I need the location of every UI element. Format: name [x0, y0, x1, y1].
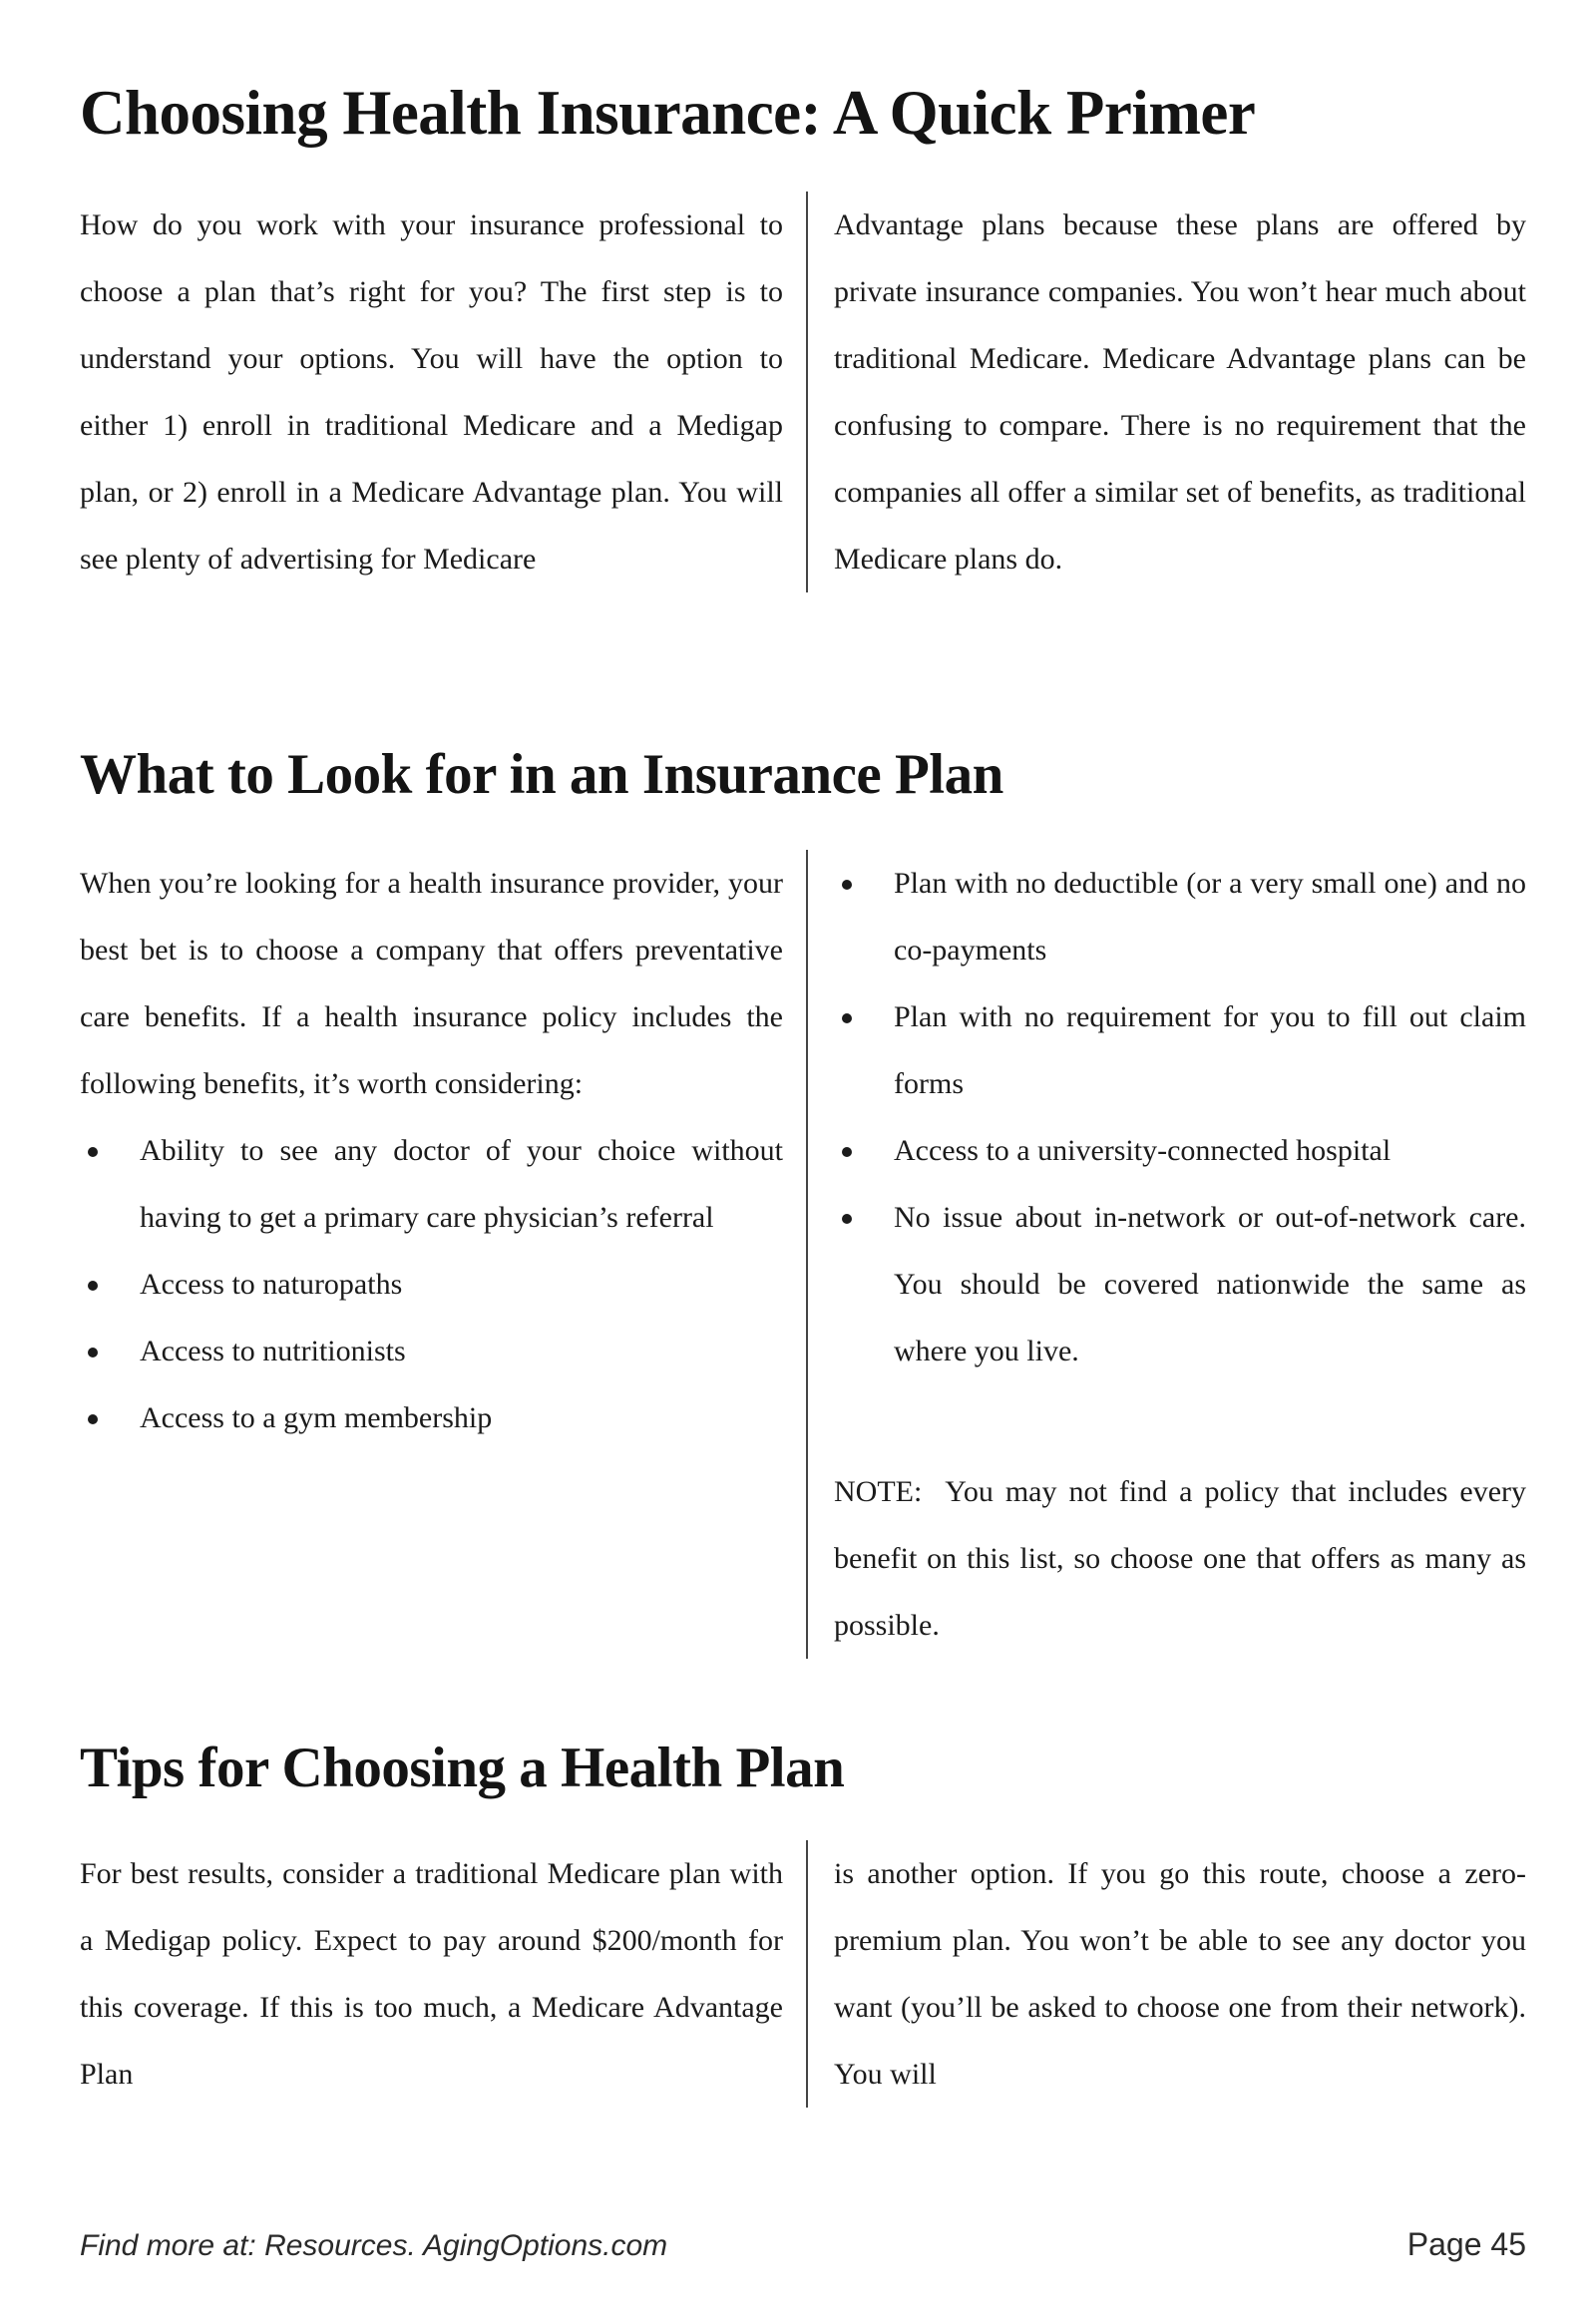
column-divider: [806, 1840, 808, 2108]
bullet-icon: [842, 1013, 852, 1023]
tips-left-column: [80, 1840, 783, 2108]
column-divider: [806, 192, 808, 592]
benefits-list-right: [834, 850, 1526, 1384]
page-title: Choosing Health Insurance: A Quick Primer: [80, 78, 1256, 148]
footer-resources-text: Find more at: Resources. AgingOptions.com: [80, 2229, 668, 2262]
primer-right-paragraph: Advantage plans because these plans are offered by private insurance companies. You won’t hear much about traditional Medicare. Medicare Advantage plans can be confusing to compare. There is no requirement that the companies all offer a similar set of benefits, as traditional Medicare plans do.: [834, 208, 1526, 576]
bullet-icon: [88, 1281, 98, 1291]
primer-left-paragraph: How do you work with your insurance professional to choose a plan that’s right for you? The first step is to understand your options. You will have the option to either 1) enroll in traditional Medicare and a Medigap plan, or 2) enroll in a Medicare Advantage plan. You will see plenty of advertising for Medicare: [80, 208, 783, 576]
bullet-text: No issue about in-network or out-of-network care. You should be covered nationwide the same as where you live.: [894, 1201, 1526, 1367]
bullet-text: Access to naturopaths: [140, 1268, 403, 1301]
list-item: [834, 850, 1526, 983]
insurance-plan-intro-paragraph: When you’re looking for a health insurance provider, your best bet is to choose a company that offers preventative care benefits. If a health insurance policy includes the following benefits, it’s worth considering:: [80, 867, 783, 1100]
list-item: [834, 1117, 1526, 1184]
benefits-list-left: [80, 1117, 783, 1451]
bullet-text: Access to a gym membership: [140, 1401, 493, 1434]
list-item: [80, 1117, 783, 1251]
list-item: [80, 1251, 783, 1318]
heading-what-to-look-for: What to Look for in an Insurance Plan: [80, 743, 1003, 806]
page-number: Page 45: [1406, 2226, 1526, 2262]
bullet-text: Plan with no requirement for you to fill out claim forms: [894, 1000, 1526, 1100]
tips-left-paragraph: For best results, consider a traditional Medicare plan with a Medigap policy. Expect to pay around $200/month for this coverage. If this is too much, a Medicare Advantage Plan: [80, 1857, 783, 2091]
column-divider: [806, 850, 808, 1659]
section-primer-columns: [80, 192, 1526, 592]
bullet-icon: [88, 1414, 98, 1424]
list-item: [80, 1384, 783, 1451]
note-paragraph: NOTE: You may not find a policy that includes every benefit on this list, so choose one that offers as many as possible.: [834, 1475, 1526, 1642]
bullet-text: Plan with no deductible (or a very small one) and no co-payments: [894, 867, 1526, 967]
section-tips-columns: [80, 1840, 1526, 2108]
insurance-plan-right-column: [834, 850, 1526, 1659]
page-footer: [80, 2226, 1526, 2263]
bullet-text: Access to a university-connected hospital: [894, 1134, 1392, 1167]
bullet-icon: [88, 1348, 98, 1357]
heading-tips: Tips for Choosing a Health Plan: [80, 1737, 845, 1799]
list-item: [834, 1184, 1526, 1384]
section-insurance-plan-columns: [80, 850, 1526, 1659]
bullet-text: Ability to see any doctor of your choice without having to get a primary care physician’s referral: [140, 1134, 783, 1234]
bullet-text: Access to nutritionists: [140, 1335, 406, 1367]
tips-right-column: [834, 1840, 1526, 2108]
list-item: [834, 983, 1526, 1117]
primer-left-column: [80, 192, 783, 592]
tips-right-paragraph: is another option. If you go this route, choose a zero-premium plan. You won’t be able to see any doctor you want (you’ll be asked to choose one from their network). You will: [834, 1857, 1526, 2091]
insurance-plan-left-column: [80, 850, 783, 1659]
bullet-icon: [842, 880, 852, 890]
bullet-icon: [842, 1214, 852, 1224]
list-item: [80, 1318, 783, 1384]
bullet-icon: [842, 1147, 852, 1157]
bullet-icon: [88, 1147, 98, 1157]
primer-right-column: [834, 192, 1526, 592]
